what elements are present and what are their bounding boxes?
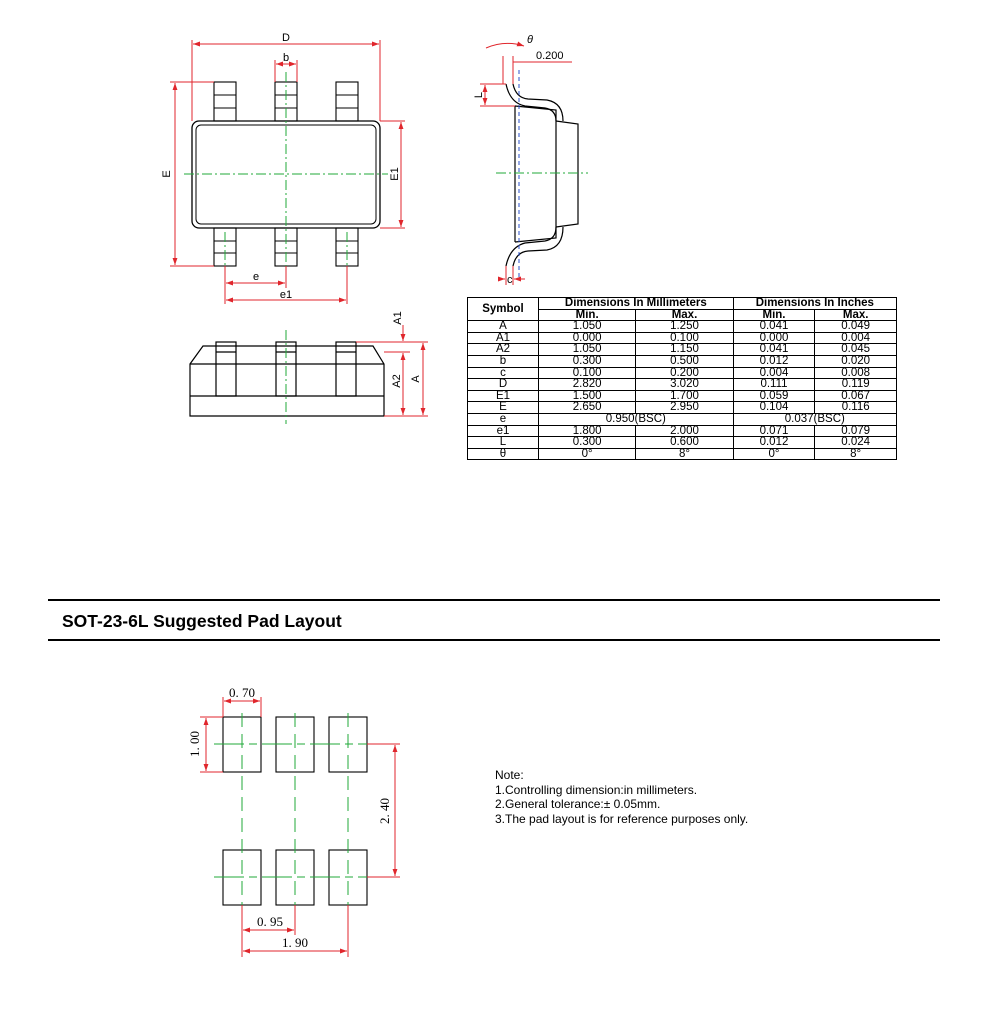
note-item: 1.Controlling dimension:in millimeters. (495, 782, 698, 797)
label-b: b (282, 52, 290, 64)
cell-mm-min: 0.100 (539, 367, 636, 379)
table-row (468, 367, 897, 379)
table-row (468, 355, 897, 367)
section-rule-bottom (48, 639, 940, 641)
label-D: D (282, 32, 290, 44)
cell-mm-min: 1.050 (539, 321, 636, 333)
label-L: L (473, 91, 485, 99)
cell-in-max: 0.020 (815, 355, 897, 367)
table-row (468, 448, 897, 460)
cell-mm-max: 3.020 (636, 379, 733, 391)
label-0-200: 0.200 (536, 50, 564, 62)
label-A1: A1 (392, 311, 404, 325)
side-view (473, 34, 588, 286)
cell-in-min: 0.071 (733, 425, 815, 437)
cell-in-max: 0.067 (815, 390, 897, 402)
label-A2: A2 (391, 374, 403, 388)
inch-header: Dimensions In Inches (733, 298, 896, 310)
cell-mm-max: 0.200 (636, 367, 733, 379)
label-theta: θ (527, 34, 533, 46)
cell-mm-max: 8° (636, 448, 733, 460)
cell-in-min: 0.059 (733, 390, 815, 402)
cell-mm-min: 0.300 (539, 437, 636, 449)
label-A: A (410, 375, 422, 383)
table-row (468, 413, 897, 425)
cell-symbol: A2 (468, 344, 539, 356)
label-pad-width: 0. 70 (229, 685, 255, 700)
cell-in-bsc: 0.037(BSC) (733, 413, 896, 425)
cell-in-min: 0.104 (733, 402, 815, 414)
cell-symbol: A (468, 321, 539, 333)
mm-header: Dimensions In Millimeters (539, 298, 734, 310)
mm-min-header: Min. (539, 309, 636, 321)
top-view (161, 32, 405, 304)
cell-mm-min: 2.650 (539, 402, 636, 414)
cell-in-max: 0.008 (815, 367, 897, 379)
note-item: 3.The pad layout is for reference purposes only. (495, 811, 749, 826)
cell-in-min: 0.004 (733, 367, 815, 379)
note-item: 2.General tolerance:± 0.05mm. (495, 797, 661, 811)
symbol-header: Symbol (468, 298, 539, 321)
label-c: c (507, 274, 513, 286)
cell-symbol: E (468, 402, 539, 414)
cell-in-min: 0.111 (733, 379, 815, 391)
cell-mm-min: 1.050 (539, 344, 636, 356)
dimensions-table (467, 297, 897, 460)
label-E1: E1 (389, 167, 401, 181)
cell-symbol: L (468, 437, 539, 449)
cell-in-min: 0.041 (733, 321, 815, 333)
cell-symbol: b (468, 355, 539, 367)
cell-mm-max: 1.150 (636, 344, 733, 356)
cell-in-max: 0.024 (815, 437, 897, 449)
cell-symbol: A1 (468, 332, 539, 344)
notes-heading: Note: (495, 768, 524, 782)
cell-mm-max: 0.500 (636, 355, 733, 367)
cell-mm-max: 2.950 (636, 402, 733, 414)
table-row (468, 332, 897, 344)
mm-max-header: Max. (636, 309, 733, 321)
table-row (468, 344, 897, 356)
cell-mm-max: 1.700 (636, 390, 733, 402)
cell-in-min: 0.000 (733, 332, 815, 344)
cell-in-max: 0.079 (815, 425, 897, 437)
cell-mm-min: 1.800 (539, 425, 636, 437)
label-e1: e1 (279, 289, 293, 301)
label-pad-height: 1. 00 (187, 731, 202, 757)
cell-symbol: c (468, 367, 539, 379)
label-pitch: 0. 95 (257, 914, 283, 929)
cell-in-max: 0.045 (815, 344, 897, 356)
cell-in-max: 0.049 (815, 321, 897, 333)
cell-mm-bsc: 0.950(BSC) (539, 413, 734, 425)
label-span: 1. 90 (282, 935, 308, 950)
cell-mm-min: 0.000 (539, 332, 636, 344)
table-row (468, 402, 897, 414)
front-view (190, 311, 428, 424)
cell-in-min: 0° (733, 448, 815, 460)
cell-in-min: 0.012 (733, 437, 815, 449)
cell-mm-min: 0° (539, 448, 636, 460)
cell-mm-min: 0.300 (539, 355, 636, 367)
section-rule-top (48, 599, 940, 601)
cell-in-max: 0.004 (815, 332, 897, 344)
table-header-row (468, 298, 897, 310)
cell-mm-max: 1.250 (636, 321, 733, 333)
cell-symbol: D (468, 379, 539, 391)
cell-in-min: 0.012 (733, 355, 815, 367)
table-row (468, 379, 897, 391)
in-max-header: Max. (815, 309, 897, 321)
table-row (468, 390, 897, 402)
cell-mm-max: 0.100 (636, 332, 733, 344)
cell-in-max: 0.116 (815, 402, 897, 414)
label-e: e (252, 271, 260, 283)
cell-symbol: e1 (468, 425, 539, 437)
top-view-centerlines (184, 72, 388, 276)
top-view-dimensions (170, 40, 405, 304)
pad-layout (187, 685, 400, 957)
label-row-spacing: 2. 40 (377, 798, 392, 824)
cell-mm-min: 2.820 (539, 379, 636, 391)
notes-block (495, 768, 748, 826)
cell-symbol: θ (468, 448, 539, 460)
cell-in-max: 0.119 (815, 379, 897, 391)
cell-in-max: 8° (815, 448, 897, 460)
label-E: E (161, 170, 173, 178)
table-row (468, 437, 897, 449)
section-title: SOT-23-6L Suggested Pad Layout (62, 611, 342, 631)
cell-symbol: e (468, 413, 539, 425)
table-row (468, 425, 897, 437)
cell-mm-max: 2.000 (636, 425, 733, 437)
cell-mm-max: 0.600 (636, 437, 733, 449)
in-min-header: Min. (733, 309, 815, 321)
table-row (468, 321, 897, 333)
cell-symbol: E1 (468, 390, 539, 402)
cell-mm-min: 1.500 (539, 390, 636, 402)
cell-in-min: 0.041 (733, 344, 815, 356)
